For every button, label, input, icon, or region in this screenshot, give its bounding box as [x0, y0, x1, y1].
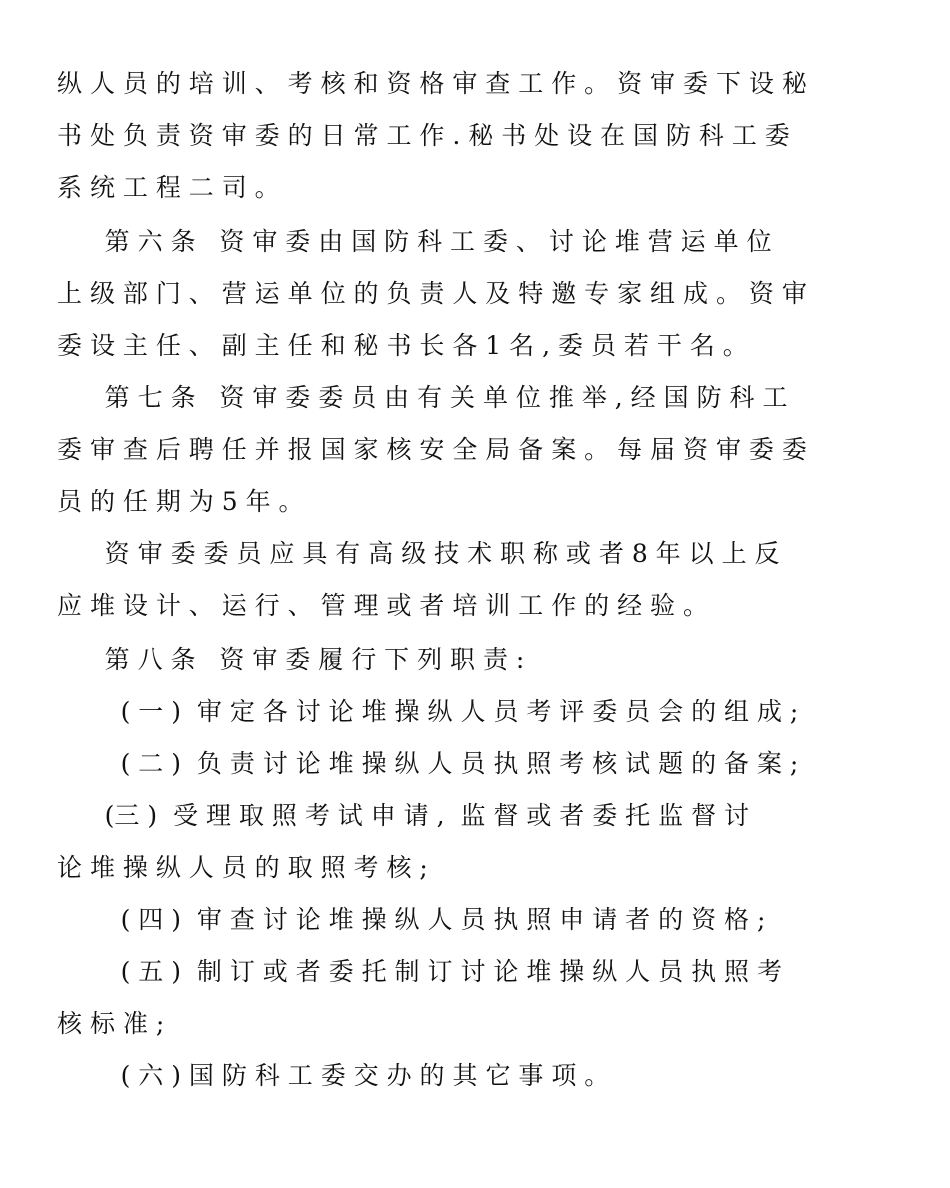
- text-line: ( 五 ) 制 订 或 者 委 托 制 订 讨 论 堆 操 纵 人 员 执 照 考: [57, 957, 782, 986]
- text-line: (三 ) 受 理 取 照 考 试 申 请 , 监 督 或 者 委 托 监 督 讨: [57, 801, 750, 830]
- text-line: ( 六 ) 国 防 科 工 委 交 办 的 其 它 事 项 。: [57, 1061, 610, 1090]
- text-line: 应 堆 设 计 、 运 行 、 管 理 或 者 培 训 工 作 的 经 验 。: [57, 591, 708, 620]
- text-line: 书 处 负 责 资 审 委 的 日 常 工 作 . 秘 书 处 设 在 国 防 科 工 委: [57, 121, 790, 150]
- text-line: 第 六 条 资 审 委 由 国 防 科 工 委 、 讨 论 堆 营 运 单 位: [57, 227, 772, 256]
- text-line: 核 标 准 ;: [57, 1009, 165, 1038]
- text-line: ( 四 ) 审 查 讨 论 堆 操 纵 人 员 执 照 申 请 者 的 资 格 ;: [57, 905, 766, 934]
- text-line: 系 统 工 程 二 司 。: [57, 173, 280, 202]
- text-line: 资 审 委 委 员 应 具 有 高 级 技 术 职 称 或 者 8 年 以 上 反: [57, 539, 780, 568]
- text-line: ( 二 ) 负 责 讨 论 堆 操 纵 人 员 执 照 考 核 试 题 的 备 案 ;: [57, 749, 799, 778]
- text-line: 委 设 主 任 、 副 主 任 和 秘 书 长 各 1 名 , 委 员 若 干 名 。: [57, 331, 748, 360]
- text-line: 第 七 条 资 审 委 委 员 由 有 关 单 位 推 举 , 经 国 防 科 工: [57, 383, 788, 412]
- text-line: ( 一 ) 审 定 各 讨 论 堆 操 纵 人 员 考 评 委 员 会 的 组 成 ;: [57, 697, 799, 726]
- text-line: 委 审 查 后 聘 任 并 报 国 家 核 安 全 局 备 案 。 每 届 资 审 委 委: [57, 435, 807, 464]
- text-line: 纵 人 员 的 培 训 、 考 核 和 资 格 审 查 工 作 。 资 审 委 下 设 秘: [57, 69, 807, 98]
- text-line: 论 堆 操 纵 人 员 的 取 照 考 核 ;: [57, 853, 428, 882]
- text-line: 第 八 条 资 审 委 履 行 下 列 职 责 :: [57, 645, 525, 674]
- text-line: 上 级 部 门 、 营 运 单 位 的 负 责 人 及 特 邀 专 家 组 成 。 资 审: [57, 279, 807, 308]
- text-line: 员 的 任 期 为 5 年 。: [57, 487, 304, 516]
